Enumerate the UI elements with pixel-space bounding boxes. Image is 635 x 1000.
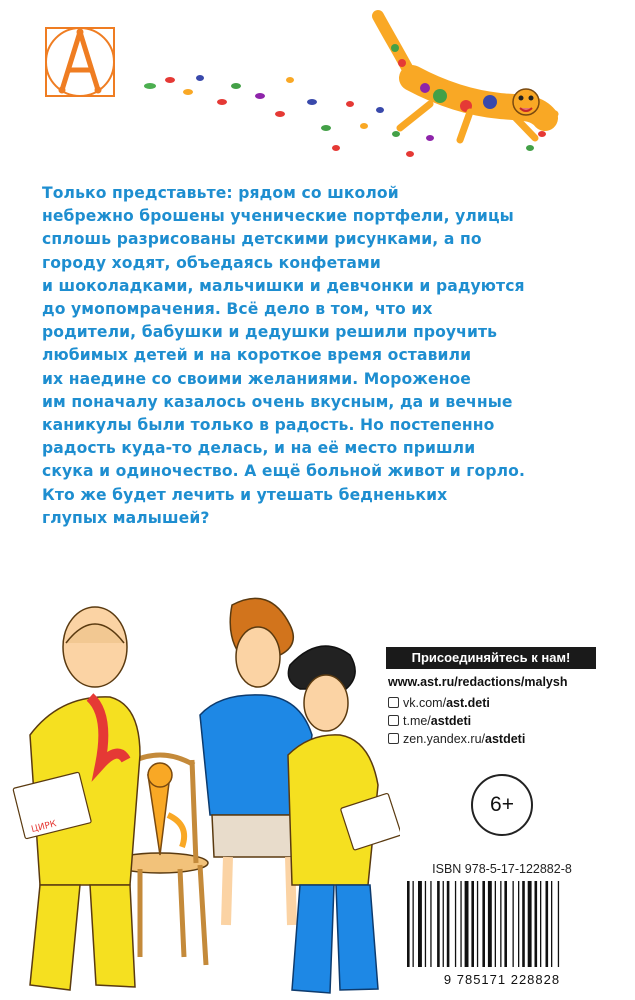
age-rating-badge: 6+: [471, 774, 533, 836]
boy-with-black-hair-drawing: [288, 646, 400, 993]
barcode-bar: [418, 881, 422, 967]
barcode-bar: [528, 881, 532, 967]
publisher-logo: [40, 22, 120, 102]
social-link-telegram[interactable]: t.me/astdeti: [388, 714, 471, 728]
barcode-bar: [455, 881, 456, 967]
barcode-bar: [513, 881, 514, 967]
description-line: до умопомрачения. Всё дело в том, что их: [42, 300, 433, 319]
barcode-bar: [546, 881, 549, 967]
description-line: каникулы были только в радость. Но постепенно: [42, 416, 495, 435]
barcode-bar: [425, 881, 426, 967]
description-line: любимых детей и на короткое время оставили: [42, 346, 472, 365]
barcode-bar: [522, 881, 525, 967]
description-line: Только представьте: рядом со школой: [42, 184, 399, 202]
barcode: [403, 879, 599, 969]
toy-cat-drawing: [148, 763, 184, 855]
barcode-bar: [535, 881, 538, 967]
barcode-bar: [540, 881, 541, 967]
barcode-bar: [460, 881, 461, 967]
barcode-bar: [477, 881, 478, 967]
description-line: глупых малышей?: [42, 508, 210, 527]
barcode-bar: [443, 881, 444, 967]
barcode-bar: [482, 881, 485, 967]
description-line: их наедине со своими желаниями. Мороженое: [42, 369, 471, 388]
barcode-bar: [407, 881, 410, 967]
barcode-bar: [558, 881, 559, 967]
barcode-bar: [447, 881, 450, 967]
telegram-icon: [388, 715, 399, 726]
flying-cat-illustration: [140, 8, 560, 168]
man-in-yellow-drawing: [13, 607, 140, 990]
isbn-text: ISBN 978-5-17-122882-8: [432, 862, 572, 876]
barcode-bar: [471, 881, 474, 967]
description-line: скука и одиночество. А ещё больной живот и горло.: [42, 462, 525, 481]
description-line: Кто же будет лечить и утешать бедненьких: [42, 485, 448, 504]
barcode-bar: [437, 881, 440, 967]
barcode-bar: [465, 881, 469, 967]
description-line: им поначалу казалось очень вкусным, да и вечные: [42, 392, 513, 411]
social-link-vk[interactable]: vk.com/ast.deti: [388, 696, 490, 710]
description-line: небрежно брошены ученические портфели, улицы: [42, 207, 514, 226]
barcode-bar: [488, 881, 492, 967]
description-line: сплошь разрисованы детскими рисунками, а по: [42, 230, 482, 249]
barcode-bar: [551, 881, 552, 967]
description-line: и шоколадками, мальчишки и девчонки и радуются: [42, 276, 525, 295]
barcode-bar: [413, 881, 414, 967]
barcode-bar: [500, 881, 501, 967]
barcode-bar: [518, 881, 519, 967]
publisher-website-link[interactable]: www.ast.ru/redactions/malysh: [388, 675, 568, 689]
barcode-bar: [495, 881, 496, 967]
barcode-bar: [430, 881, 431, 967]
social-link-zen[interactable]: zen.yandex.ru/astdeti: [388, 732, 525, 746]
characters-illustration: [0, 585, 400, 1000]
barcode-bar: [504, 881, 507, 967]
description-line: радость куда-то делась, и на её место пришли: [42, 439, 476, 458]
vk-icon: [388, 697, 399, 708]
join-us-banner: Присоединяйтесь к нам!: [386, 647, 596, 669]
description-line: городу ходят, объедаясь конфетами: [42, 253, 381, 272]
barcode-number: 9 785171 228828: [443, 972, 561, 987]
book-description: [42, 182, 602, 530]
zen-icon: [388, 733, 399, 744]
circus-sign-text: ЦИРК: [30, 819, 58, 836]
description-line: родители, бабушки и дедушки решили проучить: [42, 323, 498, 342]
